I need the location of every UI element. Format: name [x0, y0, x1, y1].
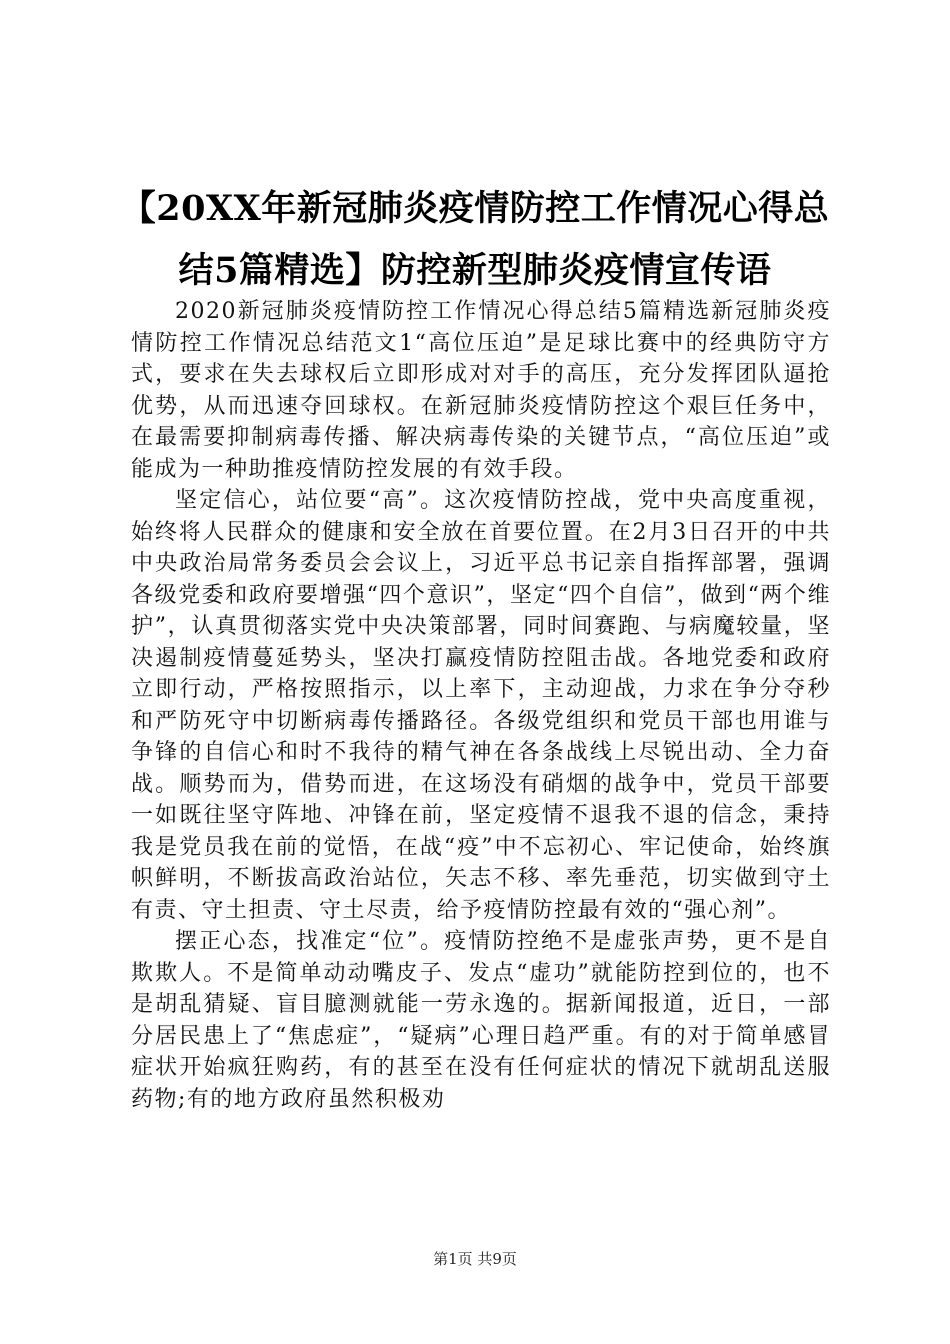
page-number: 第1页 共9页	[433, 1250, 517, 1268]
page-footer	[0, 1248, 950, 1269]
paragraph: 摆正心态，找准定“位”。疫情防控绝不是虚张声势，更不是自欺欺人。不是简单动动嘴皮子、发点“虚功”就能防控到位的，也不是胡乱猜疑、盲目臆测就能一劳永逸的。据新闻报道，近日，一部分居民患上了“焦虑症”，“疑病”心理日趋严重。有的对于简单感冒症状开始疯狂购药，有的甚至在没有任何症状的情况下就胡乱送服药物;有的地方政府虽然积极劝	[131, 929, 831, 1112]
paragraph: 2020新冠肺炎疫情防控工作情况心得总结5篇精选新冠肺炎疫情防控工作情况总结范文1“高位压迫”是足球比赛中的经典防守方式，要求在失去球权后立即形成对对手的高压，充分发挥团队逼抢优势，从而迅速夺回球权。在新冠肺炎疫情防控这个艰巨任务中，在最需要抑制病毒传播、解决病毒传染的关键节点，“高位压迫”或能成为一种助推疫情防控发展的有效手段。	[131, 299, 831, 482]
paragraph: 坚定信心，站位要“高”。这次疫情防控战，党中央高度重视，始终将人民群众的健康和安全放在首要位置。在2月3日召开的中共中央政治局常务委员会会议上，习近平总书记亲自指挥部署，强调各级党委和政府要增强“四个意识”，坚定“四个自信”，做到“两个维护”，认真贯彻落实党中央决策部署，同时间赛跑、与病魔较量，坚决遏制疫情蔓延势头，坚决打赢疫情防控阻击战。各地党委和政府立即行动，严格按照指示，以上率下，主动迎战，力求在争分夺秒和严防死守中切断病毒传播路径。各级党组织和党员干部也用谁与争锋的自信心和时不我待的精气神在各条战线上尽锐出动、全力奋战。顺势而为，借势而进，在这场没有硝烟的战争中，党员干部要一如既往坚守阵地、冲锋在前，坚定疫情不退我不退的信念，秉持我是党员我在前的觉悟，在战“疫”中不忘初心、牢记使命，始终旗帜鲜明，不断拔高政治站位，矢志不移、率先垂范，切实做到守土有责、守土担责、守土尽责，给予疫情防控最有效的“强心剂”。	[131, 488, 831, 923]
document-title: 【20XX年新冠肺炎疫情防控工作情况心得总结5篇精选】防控新型肺炎疫情宣传语	[120, 188, 830, 291]
document-body	[131, 296, 831, 1115]
